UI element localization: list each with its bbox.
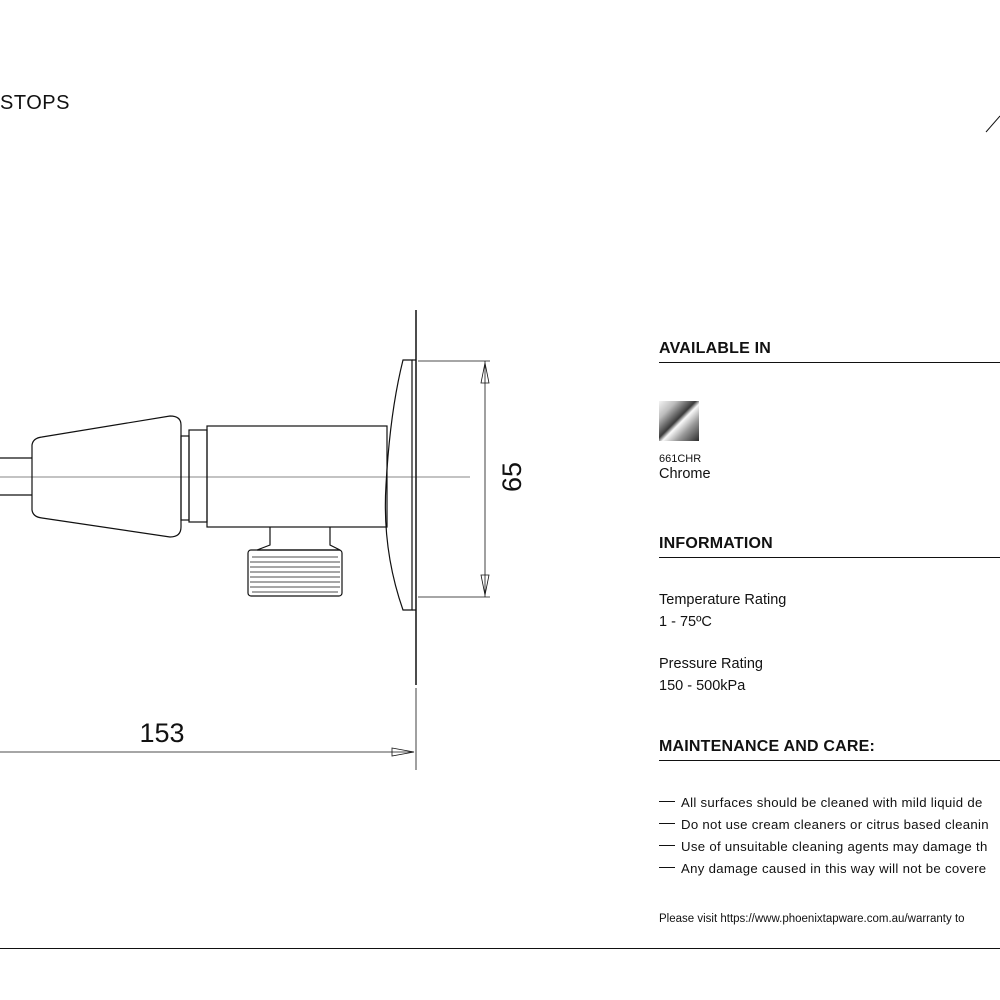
neck-ring [189,430,207,522]
dimension-65-label: 65 [497,461,527,493]
bottom-divider [0,948,1000,949]
dimension-153-label: 153 [139,718,185,748]
finish-code: 661CHR [659,453,702,465]
pressure-label: Pressure Rating [659,656,763,672]
finish-name: Chrome [659,466,711,482]
thread-hatching [250,557,340,592]
maintenance-list [659,795,989,883]
dash-icon [659,801,675,802]
page-title: STOPS [0,92,70,114]
neck-collar [181,436,189,520]
list-item: Any damage caused in this way will not be covere [659,861,989,883]
dash-icon [659,845,675,846]
available-in-heading: AVAILABLE IN [659,340,1000,363]
corner-line-mark [984,112,1000,134]
temperature-label: Temperature Rating [659,592,787,608]
list-item: Do not use cream cleaners or citrus based cleanin [659,817,989,839]
pressure-value: 150 - 500kPa [659,678,746,694]
chrome-finish-swatch[interactable] [659,401,699,441]
list-item: All surfaces should be cleaned with mild liquid de [659,795,989,817]
list-item: Use of unsuitable cleaning agents may damage th [659,839,989,861]
maintenance-heading: MAINTENANCE AND CARE: [659,738,1000,761]
dash-icon [659,867,675,868]
warranty-note[interactable]: Please visit https://www.phoenixtapware.com.au/warranty to [659,913,965,925]
dimension-arrows [392,363,489,756]
temperature-value: 1 - 75ºC [659,614,712,630]
tap-handle [32,416,181,537]
escutcheon-flange [385,360,412,610]
information-heading: INFORMATION [659,535,1000,558]
outlet-spout [257,527,340,550]
dash-icon [659,823,675,824]
pipe-stub [0,458,32,495]
technical-drawing [0,300,560,780]
valve-body [207,426,387,527]
